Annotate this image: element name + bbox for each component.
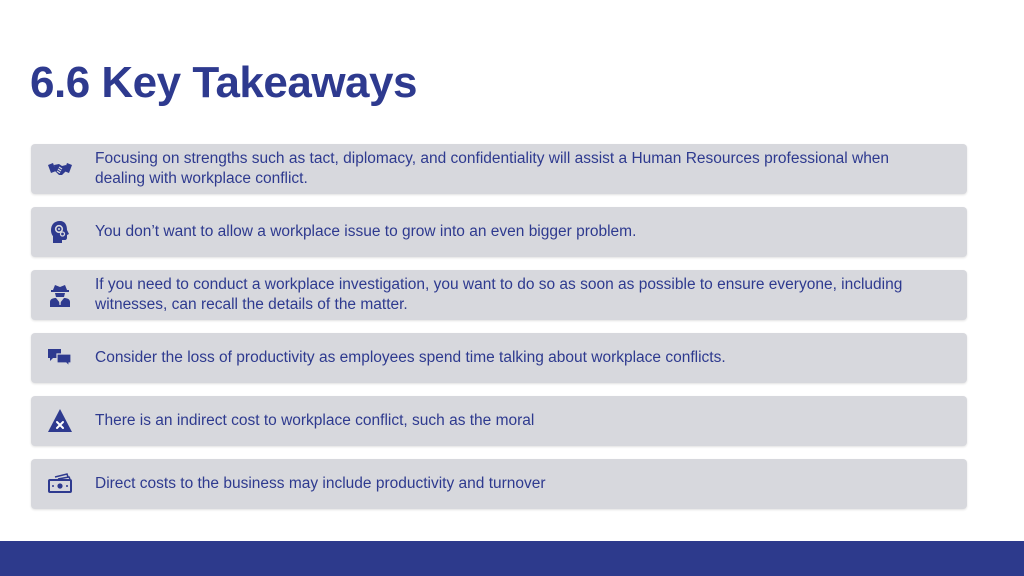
takeaway-item — [31, 333, 967, 383]
takeaway-text: You don’t want to allow a workplace issue to grow into an even bigger problem. — [95, 223, 637, 240]
takeaway-item — [31, 459, 967, 509]
investigator-icon — [47, 282, 73, 308]
takeaway-item — [31, 144, 967, 194]
takeaways-list — [31, 144, 967, 522]
head-gears-icon — [47, 219, 73, 245]
takeaway-text: Focusing on strengths such as tact, diplomacy, and confidentiality will assist a Human Resources professional when dealing with workplace conflict. — [95, 150, 890, 187]
money-icon — [47, 471, 73, 497]
takeaway-item — [31, 396, 967, 446]
handshake-icon — [47, 156, 73, 182]
chat-bubbles-icon — [47, 345, 73, 371]
takeaway-text: There is an indirect cost to workplace conflict, such as the moral — [95, 412, 535, 429]
footer-bar — [0, 541, 1024, 576]
page-title: 6.6 Key Takeaways — [30, 58, 417, 107]
takeaway-item — [31, 270, 967, 320]
takeaway-text: If you need to conduct a workplace investigation, you want to do so as soon as possible to ensure everyone, including witnesses, can recall the details of the matter. — [95, 276, 903, 313]
takeaway-text: Direct costs to the business may include productivity and turnover — [95, 475, 546, 492]
takeaway-text: Consider the loss of productivity as employees spend time talking about workplace conflicts. — [95, 349, 726, 366]
takeaway-item — [31, 207, 967, 257]
warning-x-icon — [47, 408, 73, 434]
